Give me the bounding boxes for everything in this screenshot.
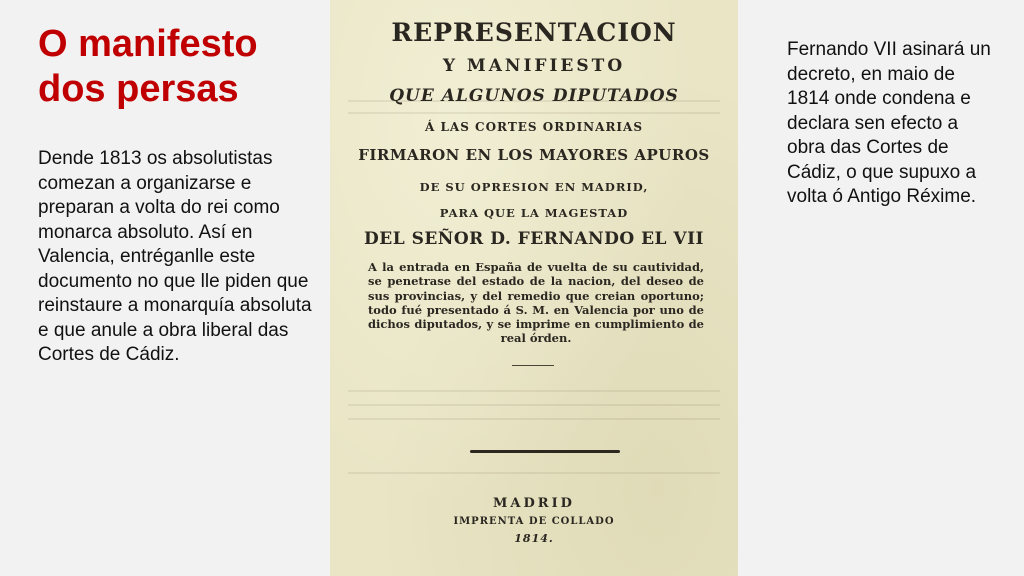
scan-short-rule (512, 365, 554, 366)
scan-line-magestad: PARA QUE LA MAGESTAD (439, 206, 629, 220)
scan-line-fernando: DEL SEÑOR D. FERNANDO EL VII (364, 229, 704, 249)
scan-line-opresion: DE SU OPRESION EN MADRID, (419, 180, 649, 194)
left-description: Dende 1813 os absolutistas comezan a organizarse e preparan a volta do rei como monarca absoluto. Así en Valencia, entréganlle este documento no que lle piden que reinstaure a monarquía absoluta e que anule a obra liberal das Cortes de Cádiz. (38, 148, 312, 365)
scan-line-firmaron: FIRMARON EN LOS MAYORES APUROS (358, 146, 710, 164)
scan-place: MADRID (493, 496, 575, 511)
bleed-through-mark (348, 418, 720, 420)
bleed-through-mark (348, 112, 720, 114)
scan-line-deputies: QUE ALGUNOS DIPUTADOS (389, 86, 679, 106)
bleed-through-mark (348, 472, 720, 474)
bleed-through-mark (348, 390, 720, 392)
scan-year: 1814. (514, 532, 554, 545)
scan-decorative-rule (470, 450, 620, 453)
scan-subtitle-line: Y MANIFIESTO (442, 56, 626, 76)
bleed-through-mark (348, 404, 720, 406)
right-description: Fernando VII asinará un decreto, en maio de 1814 onde condena e declara sen efecto a obra das Cortes de Cádiz, o que supuxo a volta ó Antigo Réxime. (787, 39, 991, 207)
scan-printer: IMPRENTA DE COLLADO (453, 516, 615, 527)
slide-title: O manifesto dos persas (38, 23, 258, 110)
scan-title-line: REPRESENTACION (391, 18, 677, 47)
document-scan-image (330, 0, 738, 576)
scan-paragraph: A la entrada en España de vuelta de su cautividad, se penetrase del estado de la nacion, del deseo de sus provincias, y del remedio que creian oportuno; todo fué presentado á S. M. en Valencia por uno de dichos diputados, y se imprime en cumplimiento de real órden. (368, 260, 704, 346)
scan-line-cortes: Á LAS CORTES ORDINARIAS (424, 120, 644, 134)
